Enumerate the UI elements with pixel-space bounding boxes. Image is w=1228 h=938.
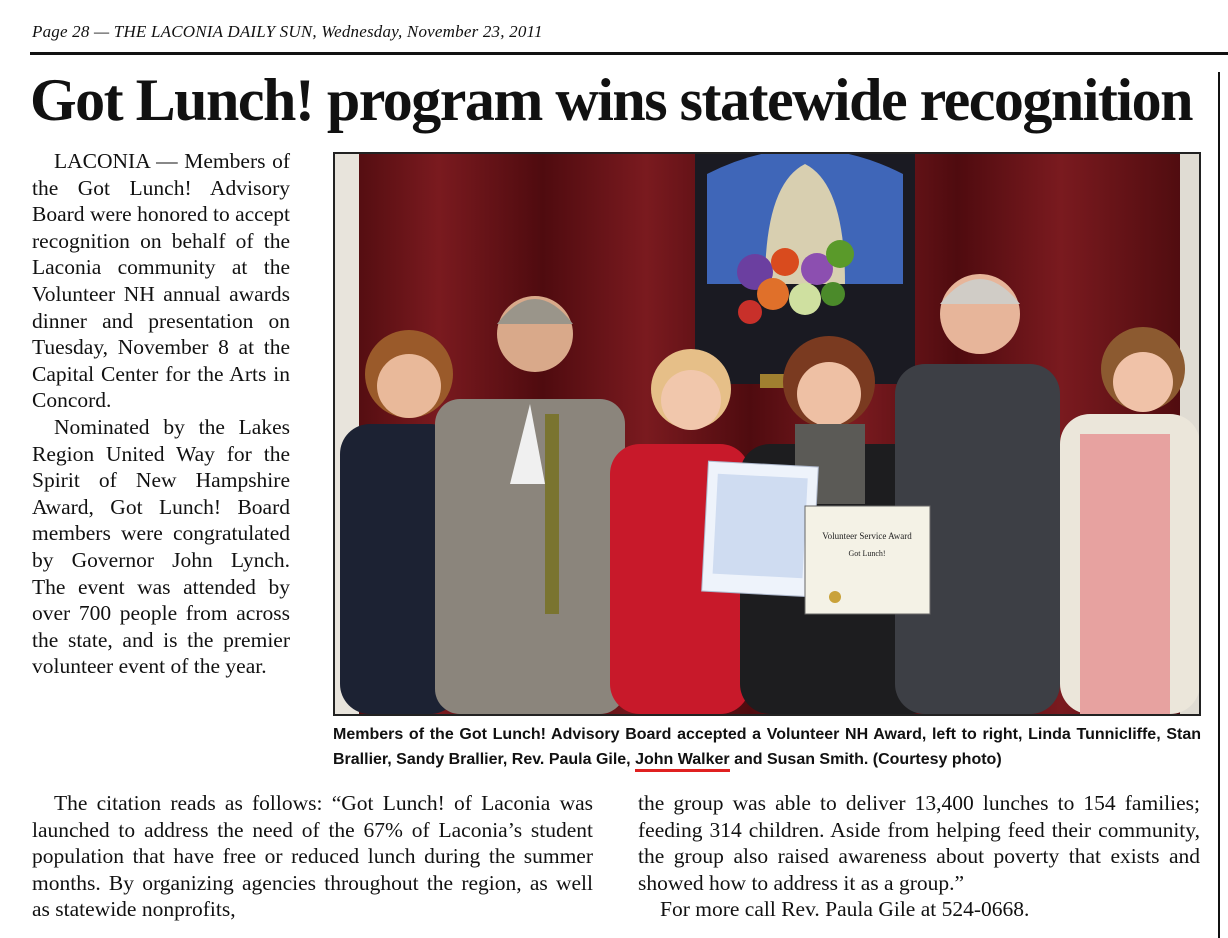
headline: Got Lunch! program wins statewide recognition (30, 67, 1192, 133)
photo-illustration (335, 154, 1199, 714)
certificate-recipient: Got Lunch! (848, 549, 886, 558)
caption-text-end: and Susan Smith. (Courtesy photo) (734, 751, 1002, 768)
photo-caption (333, 722, 1201, 772)
article-column-left (32, 148, 290, 680)
citation-paragraph: The citation reads as follows: “Got Lunch! of Laconia was launched to address the need of the 67% of Laconia’s student population that have free or reduced lunch during the summer months. By organizing agencies throughout the region, as well as statewide nonprofits, (32, 791, 593, 922)
header-rule (30, 52, 1228, 55)
caption-text: Members of the Got Lunch! Advisory Board accepted a Volunteer NH Award, left to right, Linda Tunnicliffe, Stan Brallier, Sandy Brallier, Rev. Paula Gile, (333, 726, 1201, 768)
article-column-bottom-right (638, 790, 1200, 923)
contact-line: For more call Rev. Paula Gile at 524-0668. (660, 897, 1030, 922)
article-paragraph-2: Nominated by the Lakes Region United Way for the Spirit of New Hampshire Award, Got Lunch! Board members were congratulated by Governor John Lynch. The event was attended by over 700 people from across the state, and is the premier volunteer event of the year. (32, 414, 290, 679)
column-rule (1218, 72, 1220, 938)
award-photo (333, 152, 1201, 716)
certificate-title: Volunteer Service Award (822, 531, 912, 541)
page-header: Page 28 — THE LACONIA DAILY SUN, Wednesday, November 23, 2011 (32, 22, 543, 41)
article-paragraph-1: LACONIA — Members of the Got Lunch! Advisory Board were honored to accept recognition on behalf of the Laconia community at the Volunteer NH annual awards dinner and presentation on Tuesday, November 8 at the Capital Center for the Arts in Concord. (32, 149, 290, 413)
citation-continued: the group was able to deliver 13,400 lunches to 154 families; feeding 314 children. Aside from helping feed their community, the group also raised awareness about poverty that exists and showed how to address it as a group.” (638, 791, 1200, 895)
article-column-bottom-left (32, 790, 593, 923)
caption-highlighted-name: John Walker (635, 751, 730, 772)
